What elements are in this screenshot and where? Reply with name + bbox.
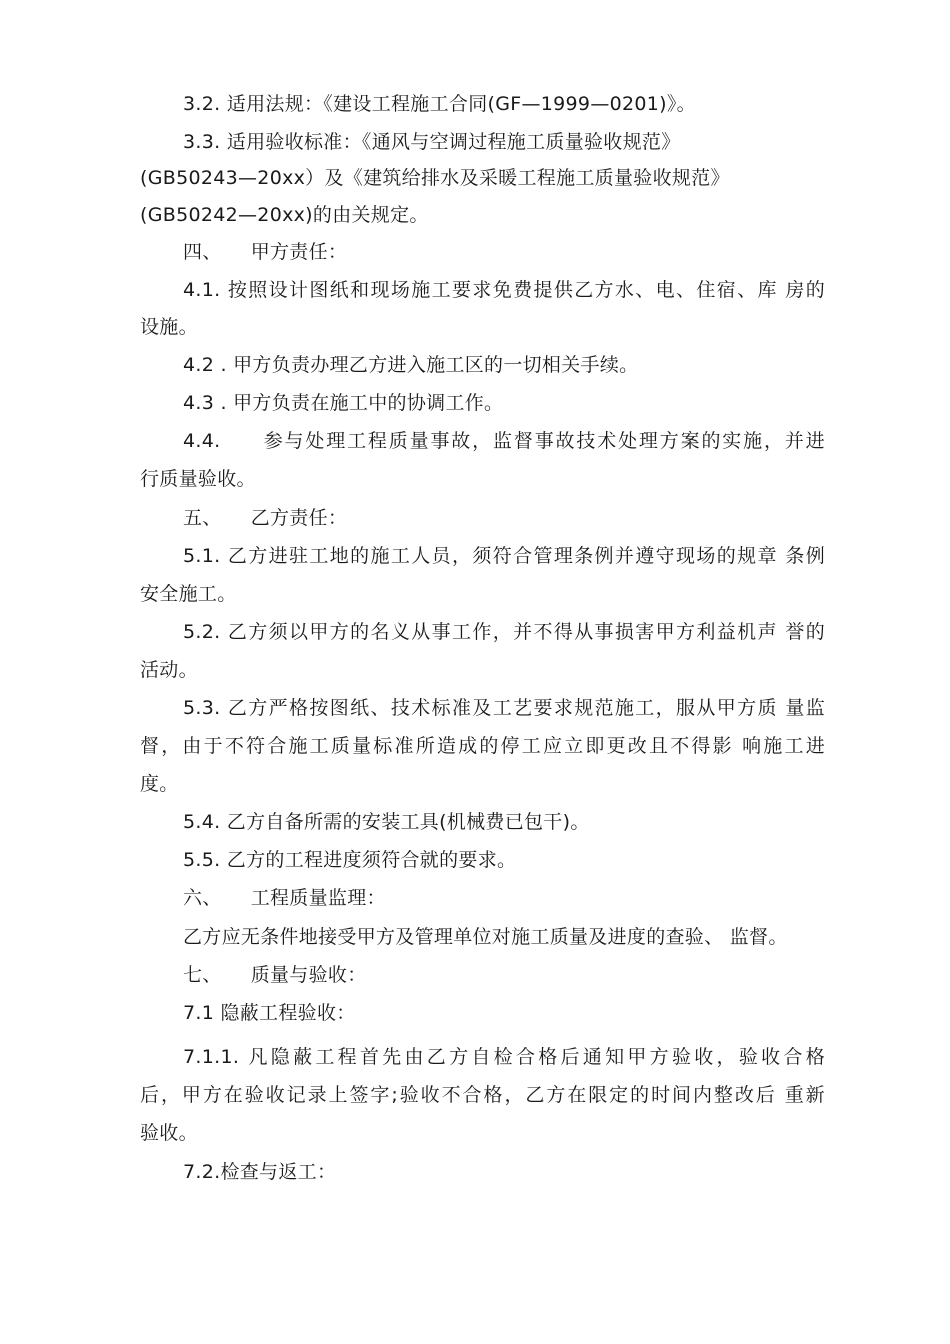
clause-7-1-1-cont-1: 后，甲方在验收记录上签字;验收不合格，乙方在限定的时间内整改后 重新 (140, 1084, 825, 1106)
clause-3-3: 3.3. 适用验收标准：《通风与空调过程施工质量验收规范》 (183, 131, 681, 153)
clause-5-1: 5.1. 乙方进驻工地的施工人员，须符合管理条例并遵守现场的规章 条例 (183, 545, 825, 567)
clause-6-body: 乙方应无条件地接受甲方及管理单位对施工质量及进度的查验、 监督。 (183, 926, 788, 948)
section-4-heading: 四、 甲方责任： (183, 241, 348, 263)
clause-4-1: 4.1. 按照设计图纸和现场施工要求免费提供乙方水、电、住宿、库 房的 (183, 279, 825, 301)
clause-4-2: 4.2 . 甲方负责办理乙方进入施工区的一切相关手续。 (183, 354, 639, 376)
clause-5-3-cont-1: 督，由于不符合施工质量标准所造成的停工应立即更改且不得影 响施工进 (140, 735, 825, 757)
clause-5-4: 5.4. 乙方自备所需的安装工具(机械费已包干)。 (183, 811, 590, 833)
clause-5-2: 5.2. 乙方须以甲方的名义从事工作，并不得从事损害甲方利益机声 誉的 (183, 621, 825, 643)
clause-5-1-cont: 安全施工。 (140, 583, 237, 605)
clause-5-3-cont-2: 度。 (140, 773, 179, 795)
section-5-heading: 五、 乙方责任： (183, 507, 348, 529)
clause-7-1: 7.1 隐蔽工程验收： (183, 1002, 356, 1024)
clause-3-3-cont-1: (GB50243—20xx）及《建筑给排水及采暖工程施工质量验收规范》 (140, 167, 730, 189)
clause-5-5: 5.5. 乙方的工程进度须符合就的要求。 (183, 849, 517, 871)
clause-4-1-cont: 设施。 (140, 316, 198, 338)
clause-5-2-cont: 活动。 (140, 659, 198, 681)
clause-3-3-cont-2: (GB50242—20xx)的由关规定。 (140, 204, 429, 226)
clause-4-4: 4.4. 参与处理工程质量事故，监督事故技术处理方案的实施，并进 (183, 430, 825, 452)
clause-7-2: 7.2.检查与返工： (183, 1161, 337, 1183)
section-7-heading: 七、 质量与验收： (183, 964, 367, 986)
clause-5-3: 5.3. 乙方严格按图纸、技术标准及工艺要求规范施工，服从甲方质 量监 (183, 697, 825, 719)
clause-3-2: 3.2. 适用法规：《建设工程施工合同(GF—1999—0201)》。 (183, 93, 696, 115)
clause-7-1-1-cont-2: 验收。 (140, 1122, 198, 1144)
clause-4-4-cont: 行质量验收。 (140, 468, 256, 490)
section-6-heading: 六、 工程质量监理： (183, 887, 386, 909)
clause-7-1-1: 7.1.1. 凡隐蔽工程首先由乙方自检合格后通知甲方验收，验收合格 (183, 1046, 825, 1068)
clause-4-3: 4.3 . 甲方负责在施工中的协调工作。 (183, 392, 504, 414)
